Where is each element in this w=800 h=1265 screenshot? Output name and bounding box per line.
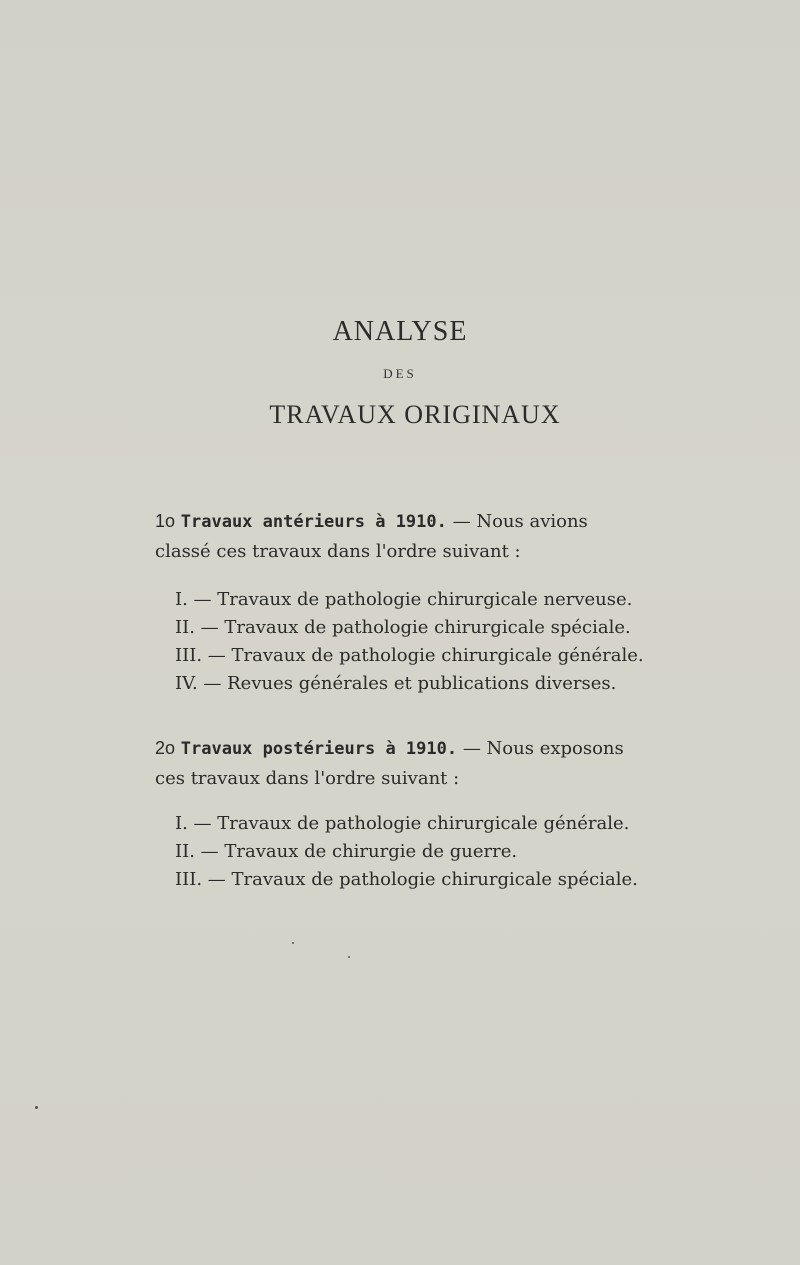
section-1-number: 1o <box>155 511 176 531</box>
section-2-list <box>175 810 695 894</box>
list-item: I. — Travaux de pathologie chirurgicale nerveuse. <box>175 589 633 610</box>
title-main: ANALYSE <box>332 316 468 347</box>
paper-speck <box>35 1106 38 1109</box>
section-1-text-line1: — Nous avions <box>446 511 588 532</box>
list-item: III. — Travaux de pathologie chirurgicale spéciale. <box>175 869 638 890</box>
section-2-text-line1: — Nous exposons <box>457 738 624 759</box>
section-2-intro <box>155 733 685 794</box>
section-1-first-line <box>155 506 685 537</box>
section-1-heading: Travaux antérieurs à 1910. <box>180 512 447 532</box>
paper-speck <box>292 942 294 944</box>
title-connector: DES <box>383 366 417 381</box>
section-1-text-line2: classé ces travaux dans l'ordre suivant : <box>155 541 521 562</box>
section-2-first-line <box>155 733 685 764</box>
list-item: II. — Travaux de pathologie chirurgicale spéciale. <box>175 617 631 638</box>
section-1-intro <box>155 506 685 567</box>
section-2-number: 2o <box>155 738 176 758</box>
paper-speck <box>348 956 350 958</box>
title-subtitle: TRAVAUX ORIGINAUX <box>269 400 561 429</box>
section-2-heading: Travaux postérieurs à 1910. <box>180 739 458 759</box>
list-item: IV. — Revues générales et publications diverses. <box>175 673 617 694</box>
section-2-text-line2: ces travaux dans l'ordre suivant : <box>155 768 460 789</box>
list-item: I. — Travaux de pathologie chirurgicale générale. <box>175 813 630 834</box>
list-item: II. — Travaux de chirurgie de guerre. <box>175 841 518 862</box>
section-1-list <box>175 586 695 698</box>
list-item: III. — Travaux de pathologie chirurgicale générale. <box>175 645 644 666</box>
